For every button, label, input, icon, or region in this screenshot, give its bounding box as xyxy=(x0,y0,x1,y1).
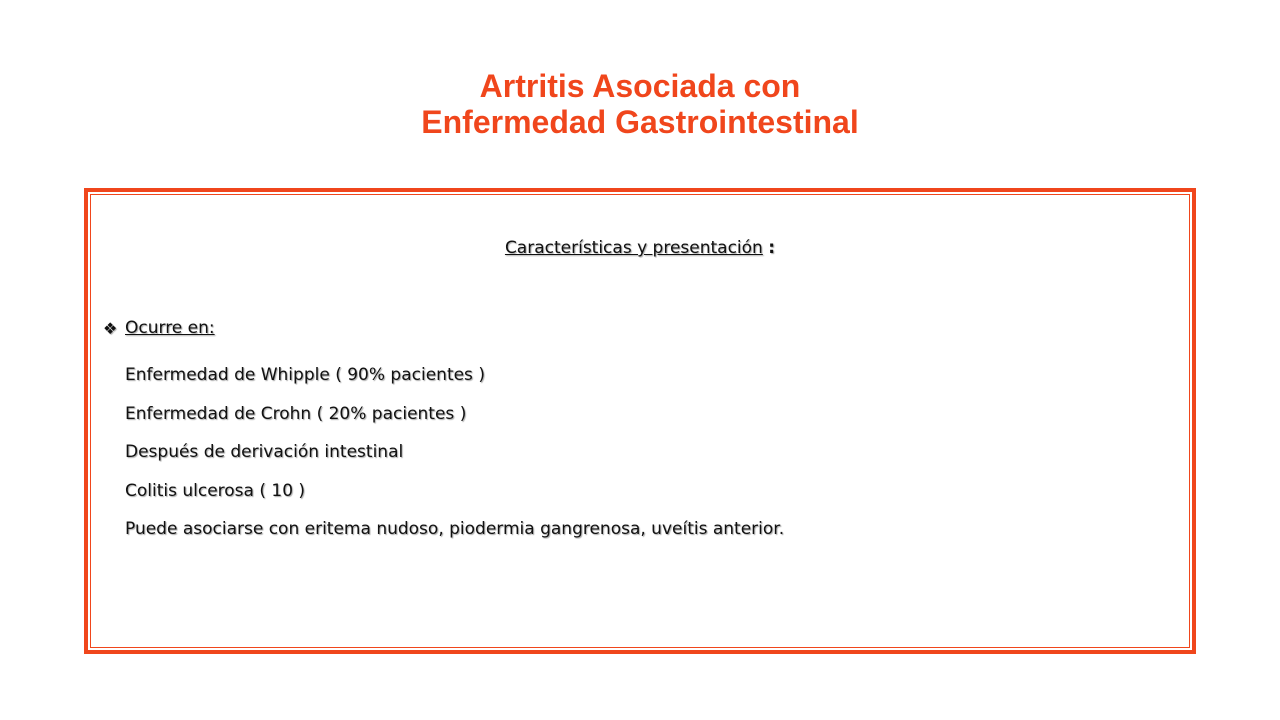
title-line-2: Enfermedad Gastrointestinal xyxy=(421,104,859,140)
list-item: Después de derivación intestinal xyxy=(125,442,404,462)
list-item: Enfermedad de Whipple ( 90% pacientes ) xyxy=(125,365,485,385)
list-item: Puede asociarse con eritema nudoso, piodermia gangrenosa, uveítis anterior. xyxy=(125,519,785,539)
content-box xyxy=(84,188,1196,654)
bullet-row xyxy=(103,318,215,338)
item-list xyxy=(125,356,784,549)
list-item: Colitis ulcerosa ( 10 ) xyxy=(125,480,306,501)
section-heading-colon: : xyxy=(768,238,776,258)
slide-title xyxy=(0,68,1280,140)
title-line-1: Artritis Asociada con xyxy=(479,68,801,104)
list-item: Enfermedad de Crohn ( 20% pacientes ) xyxy=(125,403,467,424)
section-heading-text: Características y presentación xyxy=(504,238,763,258)
bullet-label: Ocurre en: xyxy=(125,318,215,338)
section-heading xyxy=(88,238,1192,258)
diamond-bullet-icon: ❖ xyxy=(103,318,118,338)
